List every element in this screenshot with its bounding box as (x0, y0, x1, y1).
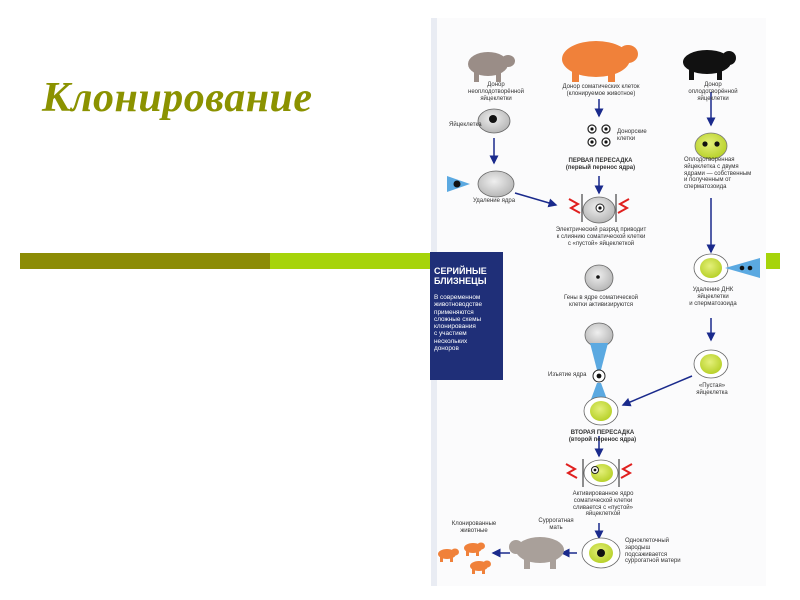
label-dna-removal: Удаление ДНК яйцеклетки и сперматозоида (689, 287, 737, 307)
label-activated-nucleus: Активированное ядро соматической клетки сливается с «пустой» яйцеклеткой (572, 491, 634, 518)
label-donor-cells: Донорские клетки (617, 129, 647, 142)
surrogate-pig (509, 537, 564, 569)
black-pig-donor-right (683, 50, 736, 80)
gray-pig-donor-left (468, 52, 515, 82)
activated-gene-cell (585, 265, 613, 291)
donor-somatic-cells (588, 125, 610, 146)
label-donor-middle: Донор соматических клеток (клонируемое животное) (562, 84, 640, 97)
serial-twins-text: В современном животноводстве применяются сложные схемы клонирования с участием нескольких доноров (434, 294, 483, 353)
label-cloned-animals: Клонированные животные (451, 521, 497, 534)
nucleus-extraction-cell (585, 323, 613, 402)
serial-twins-box (430, 252, 503, 380)
label-electric-discharge: Электрический разряд приводит к слиянию соматической клетки с «пустой» яйцеклеткой (555, 227, 647, 247)
label-nucleus-extraction: Изъятие ядра (548, 372, 587, 378)
label-empty-egg: «Пустая» яйцеклетка (696, 383, 728, 396)
arrow-to-fusion (515, 193, 556, 205)
label-egg: Яйцеклетка (449, 122, 482, 128)
label-nucleus-removal: Удаление ядра (472, 198, 516, 204)
slide-title: Клонирование (42, 75, 313, 121)
embryo-cell (582, 538, 620, 568)
cloned-piglets (438, 543, 491, 575)
empty-egg-right (694, 350, 728, 378)
fertilized-egg-right (695, 133, 727, 159)
label-genes-activated: Гены в ядре соматической клетки активизируются (563, 295, 639, 308)
label-first-transfer: ПЕРВАЯ ПЕРЕСАДКА (первый перенос ядра) (565, 158, 636, 171)
second-fusion-cell (566, 459, 632, 487)
label-embryo: Одноклеточный зародыш подсаживается суррогатной матери (625, 538, 681, 565)
egg-nucleus-removal (447, 171, 514, 197)
egg-cell-left (478, 109, 510, 133)
label-surrogate: Суррогатная мать (538, 518, 574, 531)
orange-pig-donor-middle (562, 41, 638, 82)
dna-removal-egg (694, 254, 760, 282)
label-fertilized-egg: Оплодотворенная яйцеклетка с двумя ядрами — собственным и полученным от сперматозоида (684, 157, 752, 191)
second-transfer-cell (584, 397, 618, 425)
label-second-transfer: ВТОРАЯ ПЕРЕСАДКА (второй перенос ядра) (568, 430, 637, 443)
label-donor-left: Донор неоплодотворённой яйцеклетки (468, 82, 524, 102)
label-donor-right: Донор оплодотворённой яйцеклетки (688, 82, 738, 102)
arrow-to-second-transfer (623, 376, 692, 405)
first-fusion-cell (569, 194, 629, 223)
serial-twins-title: СЕРИЙНЫЕ БЛИЗНЕЦЫ (434, 266, 487, 286)
